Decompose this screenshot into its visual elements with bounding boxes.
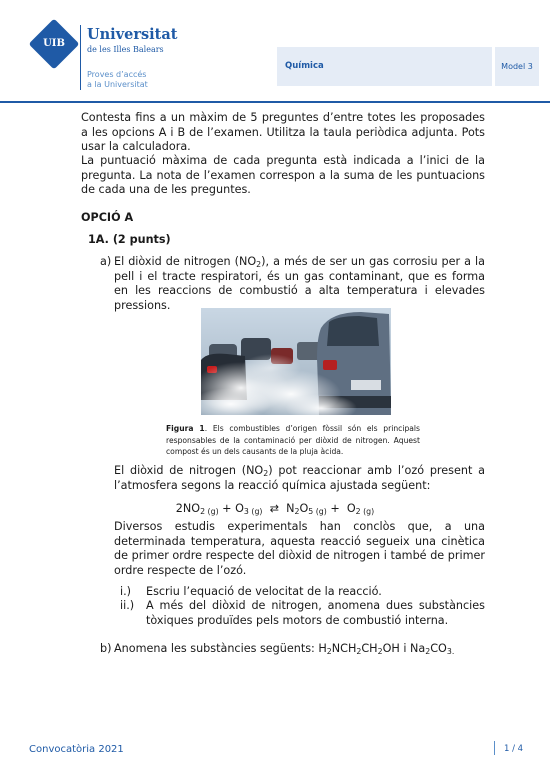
eq-sub-3: 2 (294, 506, 300, 516)
model-label: Model 3 (495, 47, 539, 86)
university-subtitle: de les Illes Balears (87, 45, 164, 54)
question-heading (88, 233, 171, 248)
part-b-term-5: CO (430, 642, 447, 655)
eq-sub-5: 2 (g) (355, 506, 375, 516)
part-b-term-1: Anomena les substàncies següents: H (114, 642, 327, 655)
part-b-term-3: CH (361, 642, 378, 655)
question-number: 1A. (88, 233, 109, 246)
eq-sub-1: 2 (g) (200, 506, 219, 516)
kinetics-paragraph: Diversos estudis experimentals han conclòs que, a una determinada temperatura, aquesta reacció segueix una cinètica de primer ordre respecte del diòxid de nitrogen i també de primer ordre respecte de l’ozó. (114, 520, 485, 577)
part-a-text-2: ), a més de ser un gas corrosiu per a la pell i el tracte respiratori, és un gas contaminant, que es forma en les reaccions de combustió a alta temperatura i elevades pressions. (114, 255, 485, 312)
eq-term-3: N (286, 502, 295, 515)
part-b-sub-3: 2 (377, 646, 383, 656)
eq-sub-4: 5 (g) (308, 506, 327, 516)
part-b-term-4: OH i Na (382, 642, 426, 655)
exam-session: Convocatòria 2021 (29, 744, 124, 755)
part-a-text-1: El diòxid de nitrogen (NO (114, 255, 257, 268)
subject-label: Química (277, 47, 492, 86)
eq-term-5: + O (326, 502, 356, 515)
chemical-equation (0, 502, 550, 515)
eq-term-2: + O (218, 502, 244, 515)
exam-tagline-line2: a la Universitat (87, 80, 148, 89)
traffic-exhaust-photo (201, 308, 391, 415)
option-title: OPCIÓ A (81, 211, 134, 224)
part-a-subscript: 2 (256, 259, 262, 269)
eq-term-4: O (299, 502, 309, 515)
reaction-intro (114, 464, 485, 493)
figure-label: Figura 1 (166, 424, 205, 433)
part-b-term-2: NCH (331, 642, 357, 655)
part-a-text (114, 255, 485, 313)
part-b-sub-1: 2 (326, 646, 332, 656)
part-b-sub-2: 2 (356, 646, 362, 656)
eq-term-1: 2NO (175, 502, 201, 515)
item-ii-marker: ii.) (120, 599, 135, 612)
university-logo-text: UIB (43, 38, 65, 49)
reaction-intro-2: ) pot reaccionar amb l’ozó present a l’atmosfera segons la reacció química ajustada següent: (114, 464, 486, 492)
part-a-marker: a) (100, 255, 112, 268)
reaction-intro-1: El diòxid de nitrogen (NO (114, 464, 264, 477)
item-i-text: Escriu l’equació de velocitat de la reacció. (146, 585, 382, 598)
university-name: Universitat (87, 26, 178, 43)
page-number: 1 / 4 (504, 744, 524, 754)
part-b-sub-5: 3. (446, 646, 455, 656)
figure-caption (166, 423, 420, 458)
item-ii-text: A més del diòxid de nitrogen, anomena dues substàncies tòxiques produïdes pels motors de combustió interna. (146, 599, 485, 627)
reaction-intro-subscript: 2 (263, 468, 269, 478)
question-points: (2 punts) (112, 233, 171, 246)
header-rule (0, 101, 550, 103)
footer-divider (494, 741, 495, 755)
part-b-sub-4: 2 (425, 646, 431, 656)
equilibrium-arrow-icon: ⇄ (262, 502, 287, 515)
intro-paragraph-2: La puntuació màxima de cada pregunta està indicada a l’inici de la pregunta. La nota de l’examen correspon a la suma de les puntuacions de cada una de les preguntes. (81, 154, 485, 196)
exam-tagline-line1: Proves d’accés (87, 70, 147, 79)
figure-caption-text: . Els combustibles d’origen fòssil són els principals responsables de la contaminació per diòxid de nitrogen. Aquest compost és un dels causants de la pluja àcida. (166, 424, 420, 456)
part-b-marker: b) (100, 642, 112, 655)
intro-paragraph-1: Contesta fins a un màxim de 5 preguntes d’entre totes les proposades a les opcions A i B de l’examen. Utilitza la taula periòdica adjunta. Pots usar la calculadora. (81, 111, 485, 153)
item-i-marker: i.) (120, 585, 132, 598)
eq-sub-2: 3 (g) (243, 506, 263, 516)
part-b-text (114, 642, 485, 657)
header-divider (80, 25, 81, 90)
